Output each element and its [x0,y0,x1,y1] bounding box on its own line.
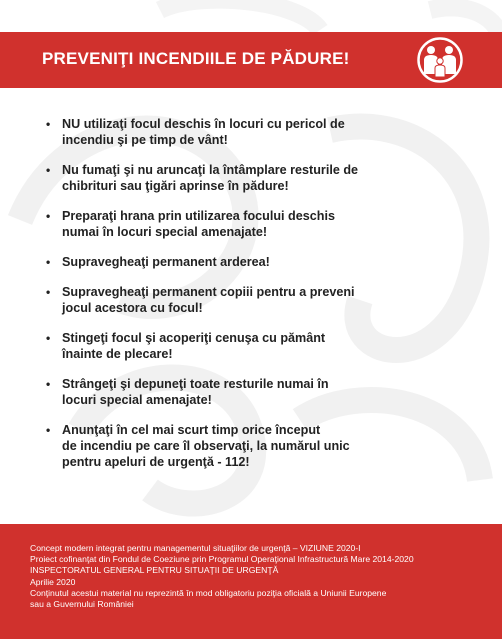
list-item: • Strângeţi şi depuneţi toate resturile numai în locuri special amenajate! [46,377,329,407]
bullet-icon: • [46,377,51,391]
footer-disclaimer-2: sau a Guvernului României [30,599,134,610]
bullet-icon: • [46,423,51,437]
list-item: • Anunţaţi în cel mai scurt timp orice început de incendiu pe care îl observaţi, la numărul unic pentru apeluri de urgenţă - 112! [46,423,350,469]
tips-list [46,116,436,470]
bullet-icon: • [46,163,51,177]
list-item: • Supravegheaţi permanent arderea! [46,255,270,269]
bullet-icon: • [46,117,51,131]
list-item: • NU utilizaţi focul deschis în locuri cu pericol de incendiu şi pe timp de vânt! [46,117,345,147]
bullet-icon: • [46,285,51,299]
footer-funding: Proiect cofinanţat din Fondul de Coeziune prin Programul Operaţional Infrastructură Mare 2014-2020 [30,554,414,565]
prevention-tips [46,116,436,484]
footer-credits [30,543,480,610]
list-item: • Stingeţi focul şi acoperiţi cenuşa cu pământ înainte de plecare! [46,331,326,361]
bullet-icon: • [46,331,51,345]
list-item: • Nu fumaţi şi nu aruncaţi la întâmplare resturile de chibrituri sau ţigări aprinse în pădure! [46,163,359,193]
footer-organization: INSPECTORATUL GENERAL PENTRU SITUAŢII DE URGENŢĂ [30,565,279,576]
footer-banner [0,524,502,639]
footer-project-name: Concept modern integrat pentru managementul situaţiilor de urgenţă – VIZIUNE 2020-I [30,543,361,553]
list-item: • Preparaţi hrana prin utilizarea focului deschis numai în locuri special amenajate! [46,209,335,239]
header-banner [0,32,502,88]
page-title: PREVENIŢI INCENDIILE DE PĂDURE! [42,49,350,68]
footer-date: Aprilie 2020 [30,576,76,587]
list-item: • Supravegheaţi permanent copiii pentru a preveni jocul acestora cu focul! [46,285,355,315]
bullet-icon: • [46,209,51,223]
bullet-icon: • [46,255,51,269]
family-icon [416,36,464,84]
footer-disclaimer-1: Conţinutul acestui material nu reprezintă în mod obligatoriu poziţia oficială a Uniunii Europene [30,587,387,598]
